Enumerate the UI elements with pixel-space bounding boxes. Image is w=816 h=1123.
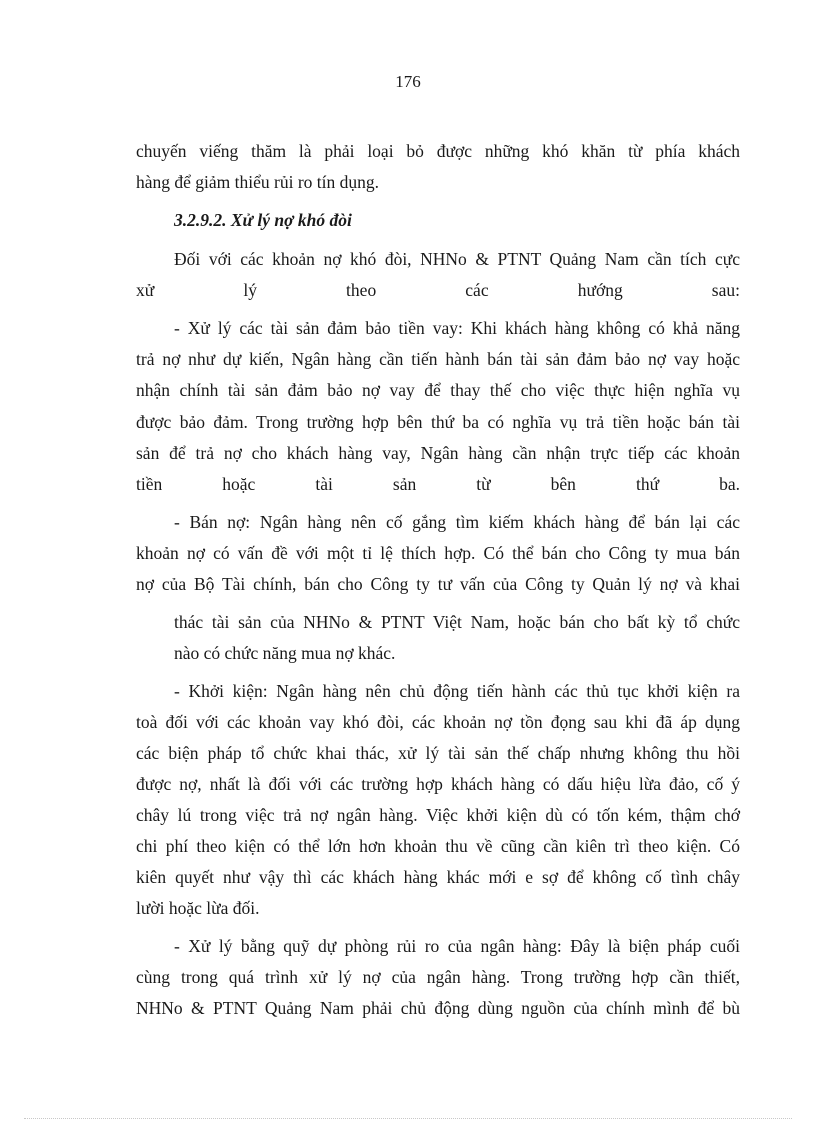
text-line: NHNo & PTNT Quảng Nam phải chủ động dùng nguồn của chính mình để bù [136,998,740,1018]
section-heading: 3.2.9.2. Xử lý nợ khó đòi [174,210,352,230]
text-line: thác tài sản của NHNo & PTNT Việt Nam, hoặc bán cho bất kỳ tổ chức [174,612,740,632]
page-bottom-rule [24,1118,792,1119]
text-line: xử lý theo các hướng sau: [136,280,740,300]
text-line: được nợ, nhất là đối với các trường hợp khách hàng có dấu hiệu lừa đảo, cố ý [136,774,740,794]
text-line: - Bán nợ: Ngân hàng nên cố gắng tìm kiếm khách hàng để bán lại các [174,512,740,532]
text-line: được bảo đảm. Trong trường hợp bên thứ ba có nghĩa vụ trả tiền hoặc bán tài [136,412,740,432]
text-line: - Khởi kiện: Ngân hàng nên chủ động tiến hành các thủ tục khởi kiện ra [174,681,740,701]
text-line: kiên quyết như vậy thì các khách hàng khác mới e sợ để không cố tình chây [136,867,740,887]
text-line: nào có chức năng mua nợ khác. [174,643,396,663]
text-line: nhận chính tài sản đảm bảo nợ vay để thay thế cho việc thực hiện nghĩa vụ [136,380,740,400]
text-line: các biện pháp tổ chức khai thác, xử lý tài sản thế chấp nhưng không thu hồi [136,743,740,763]
text-line: toà đối với các khoản vay khó đòi, các khoản nợ tồn đọng sau khi đã áp dụng [136,712,740,732]
text-line: chi phí theo kiện có thể lớn hơn khoản thu về cũng cần kiên trì theo kiện. Có [136,836,740,856]
text-line: chuyến viếng thăm là phải loại bỏ được những khó khăn từ phía khách [136,141,740,161]
text-line: chây lú trong việc trả nợ ngân hàng. Việc khởi kiện dù có tốn kém, thậm chớ [136,805,740,825]
text-line: tiền hoặc tài sản từ bên thứ ba. [136,474,740,494]
text-line: cùng trong quá trình xử lý nợ của ngân hàng. Trong trường hợp cần thiết, [136,967,740,987]
text-line: nợ của Bộ Tài chính, bán cho Công ty tư vấn của Công ty Quản lý nợ và khai [136,574,740,594]
text-line: hàng để giảm thiểu rủi ro tín dụng. [136,172,380,192]
text-line: khoản nợ có vấn đề với một tỉ lệ thích hợp. Có thể bán cho Công ty mua bán [136,543,740,563]
text-line: - Xử lý bằng quỹ dự phòng rủi ro của ngân hàng: Đây là biện pháp cuối [174,936,740,956]
text-line: trả nợ như dự kiến, Ngân hàng cần tiến hành bán tài sản đảm bảo nợ vay hoặc [136,349,740,369]
page-number: 176 [395,72,421,91]
text-line: sản để trả nợ cho khách hàng vay, Ngân hàng cần nhận trực tiếp các khoản [136,443,740,463]
text-line: Đối với các khoản nợ khó đòi, NHNo & PTNT Quảng Nam cần tích cực [174,249,740,269]
text-line: - Xử lý các tài sản đảm bảo tiền vay: Khi khách hàng không có khả năng [174,318,740,338]
text-line: lười hoặc lừa đối. [136,898,260,918]
